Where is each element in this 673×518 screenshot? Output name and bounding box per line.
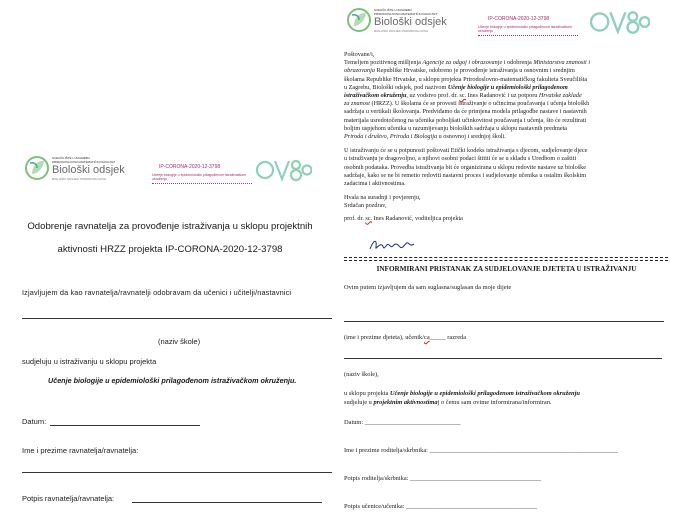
parent-signature[interactable]: Potpis roditelja/skrbnika: _________________________________________ bbox=[344, 475, 542, 482]
participation-line: sudjeluje u projektnim aktivnostimaj o čemu sam ovime informirana/informiran. bbox=[344, 399, 552, 406]
p1-line5: istraživačkom okruženju, uz vodstvo prof. dr. sc. Ines Radanović i uz potporu Hrvatske zaklade bbox=[344, 92, 582, 100]
child-school-line[interactable] bbox=[344, 358, 662, 359]
director-name-line[interactable] bbox=[22, 472, 332, 473]
signatory: prof. dr. sc. Ines Radanović, voditeljica projekta bbox=[344, 214, 463, 222]
handwritten-signature-icon bbox=[368, 237, 416, 253]
project-subtitle: Učenje biologije u epidemiološki prilagođenom istraživačkom okruženju bbox=[152, 173, 247, 181]
project-title: Učenje biologije u epidemiološki prilagođenom istraživačkom okruženju. bbox=[48, 376, 297, 385]
section-divider-2 bbox=[344, 260, 668, 261]
consent-intro: Ovim putem izjavljujem da sam suglasna/suglasan da moje dijete bbox=[344, 284, 512, 291]
p1-line7: sadržaja u vertikali školovanja. Predviđamo da će primjena modela prilagođbe nastave i nastavnih bbox=[344, 108, 587, 116]
project-subtitle-underline bbox=[152, 181, 252, 184]
p1-line3: školama Republike Hrvatske, u sklopu projekta Prirodoslovno-matematičkog fakulteta Sveučilišta bbox=[344, 75, 588, 83]
header-logos bbox=[24, 152, 324, 196]
letter-body bbox=[344, 51, 670, 223]
p2-line5: zadacima i aktivnostima. bbox=[344, 180, 406, 188]
project-subtitle-underline bbox=[478, 33, 578, 36]
child-school-label: (naziv škole), bbox=[344, 371, 379, 378]
school-name-label: (naziv škole) bbox=[158, 337, 201, 346]
project-code: IP-CORONA-2020-12-3798 bbox=[159, 164, 221, 170]
document-title-line2: aktivnosti HRZZ projekta IP-CORONA-2020-12-3798 bbox=[57, 244, 283, 255]
p2-line3: osobnih podataka. Provedba istraživanja bit će organizirana u sklopu redovite nastave uz biološke bbox=[344, 163, 586, 171]
brand-sub: BIOLOŠKI ODSJEK PRIRODOSLOVNO bbox=[52, 177, 107, 181]
right-header-logos bbox=[346, 4, 666, 44]
director-name-label: Ime i prezime ravnatelja/ravnatelja: bbox=[22, 446, 139, 455]
brand-name: Biološki odsjek bbox=[374, 16, 447, 28]
p1-line10: Priroda i društvo, Priroda i Biologija u osnovnoj i srednjoj školi. bbox=[344, 133, 506, 141]
brand-name: Biološki odsjek bbox=[52, 164, 125, 176]
consent-title: INFORMIRANI PRISTANAK ZA SUDJELOVANJE DJETETA U ISTRAŽIVANJU bbox=[376, 265, 637, 273]
p1-line4: u Zagrebu, Biološki odsjek, pod nazivom Učenje biologije u epidemiološki prilagođenom bbox=[344, 83, 568, 91]
child-name-line[interactable] bbox=[344, 321, 664, 322]
consent-date[interactable]: Datum: ______________________________ bbox=[344, 419, 461, 426]
student-signature[interactable]: Potpis učenice/učenika: _________________________________________ bbox=[344, 503, 538, 510]
faculty-name: PRIRODOSLOVNO-MATEMATIČKI FAKULTET bbox=[374, 12, 438, 16]
p2-line1: U istraživanju će se u potpunosti poštovati Etički kodeks istraživanja s djecom, sudjelovanje djece bbox=[344, 147, 588, 155]
parent-name[interactable]: Ime i prezime roditelja/skrbnika: ___________________________________________________________ bbox=[344, 447, 619, 454]
date-label: Datum: bbox=[22, 417, 47, 426]
document-title-line1: Odobrenje ravnatelja za provođenje istraživanja u sklopu projektnih bbox=[27, 221, 313, 232]
school-name-line[interactable] bbox=[22, 318, 332, 319]
date-line[interactable] bbox=[50, 425, 200, 426]
university-name: SVEUČILIŠTE U ZAGREBU bbox=[374, 8, 412, 12]
child-name-label: (ime i prezime djeteta), učenik/ca_____ razreda bbox=[344, 334, 467, 341]
biology-leaf-logo-icon bbox=[346, 6, 372, 34]
p1-line6: za znanost (HRZZ). U školama će se provesti istraživanje o učincima poučavanja i učenja biološkh bbox=[344, 100, 590, 108]
p1-line8: materijala usredotočenog na učenika poboljšati učinkovitost poučavanja i učenja, što će rezultirati bbox=[344, 116, 587, 124]
director-signature-line[interactable] bbox=[132, 502, 322, 503]
faculty-name: PRIRODOSLOVNO-MATEMATIČKI FAKULTET bbox=[52, 160, 116, 164]
p2-line4: sadržaje, kako se ne bi remetio redoviti nastavni proces i sudjelovanje učenika u ostalim školskim bbox=[344, 171, 587, 179]
brand-sub: BIOLOŠKI ODSJEK PRIRODOSLOVNO bbox=[374, 29, 429, 33]
director-statement: Izjavljujem da kao ravnatelja/ravnatelji odobravam da učenici i učitelji/nastavnici bbox=[22, 288, 292, 297]
participate-text: sudjeluju u istraživanju u sklopu projekta bbox=[22, 357, 157, 366]
closing-regards: Srdačan pozdrav, bbox=[344, 202, 387, 210]
qv80-logo-icon bbox=[590, 6, 650, 38]
university-name: SVEUČILIŠTE U ZAGREBU bbox=[52, 156, 90, 160]
closing-thanks: Hvala na suradnji i povjerenju, bbox=[344, 194, 421, 202]
p1-line9: boljim uspjehom učenika u razumijevanju bioloških sadržaja u sklopu nastavnih predmeta bbox=[344, 124, 568, 132]
greeting: Poštovane/i, bbox=[344, 51, 375, 58]
section-divider bbox=[344, 257, 668, 258]
p2-line2: u istraživanju je dragovoljno, a njihovi osobni podaci štititi će se u skladu s Uredbom o zaštiti bbox=[344, 155, 577, 163]
p1-line1: Temeljem pozitivnog mišljenja Agencije za odgoj i obrazovanje i odobrenja Ministarstva znanosti i bbox=[344, 59, 591, 67]
right-page bbox=[340, 0, 673, 518]
qv80-logo-icon bbox=[256, 156, 312, 184]
project-subtitle: Učenje biologije u epidemiološki prilagođenom istraživačkom okruženju bbox=[478, 25, 573, 33]
director-signature-label: Potpis ravnatelja/ravnatelja: bbox=[22, 494, 115, 503]
p1-line2: obrazovanja Republike Hrvatske, odobreno je provođenje istraživanja u osnovnim i srednjim bbox=[344, 67, 575, 75]
project-code: IP-CORONA-2020-12-3798 bbox=[488, 16, 550, 22]
project-line: u sklopu projekta Učenje biologije u epidemiološki prilagođenom istraživačkom okruženju bbox=[344, 390, 580, 397]
biology-leaf-logo-icon bbox=[24, 154, 50, 182]
